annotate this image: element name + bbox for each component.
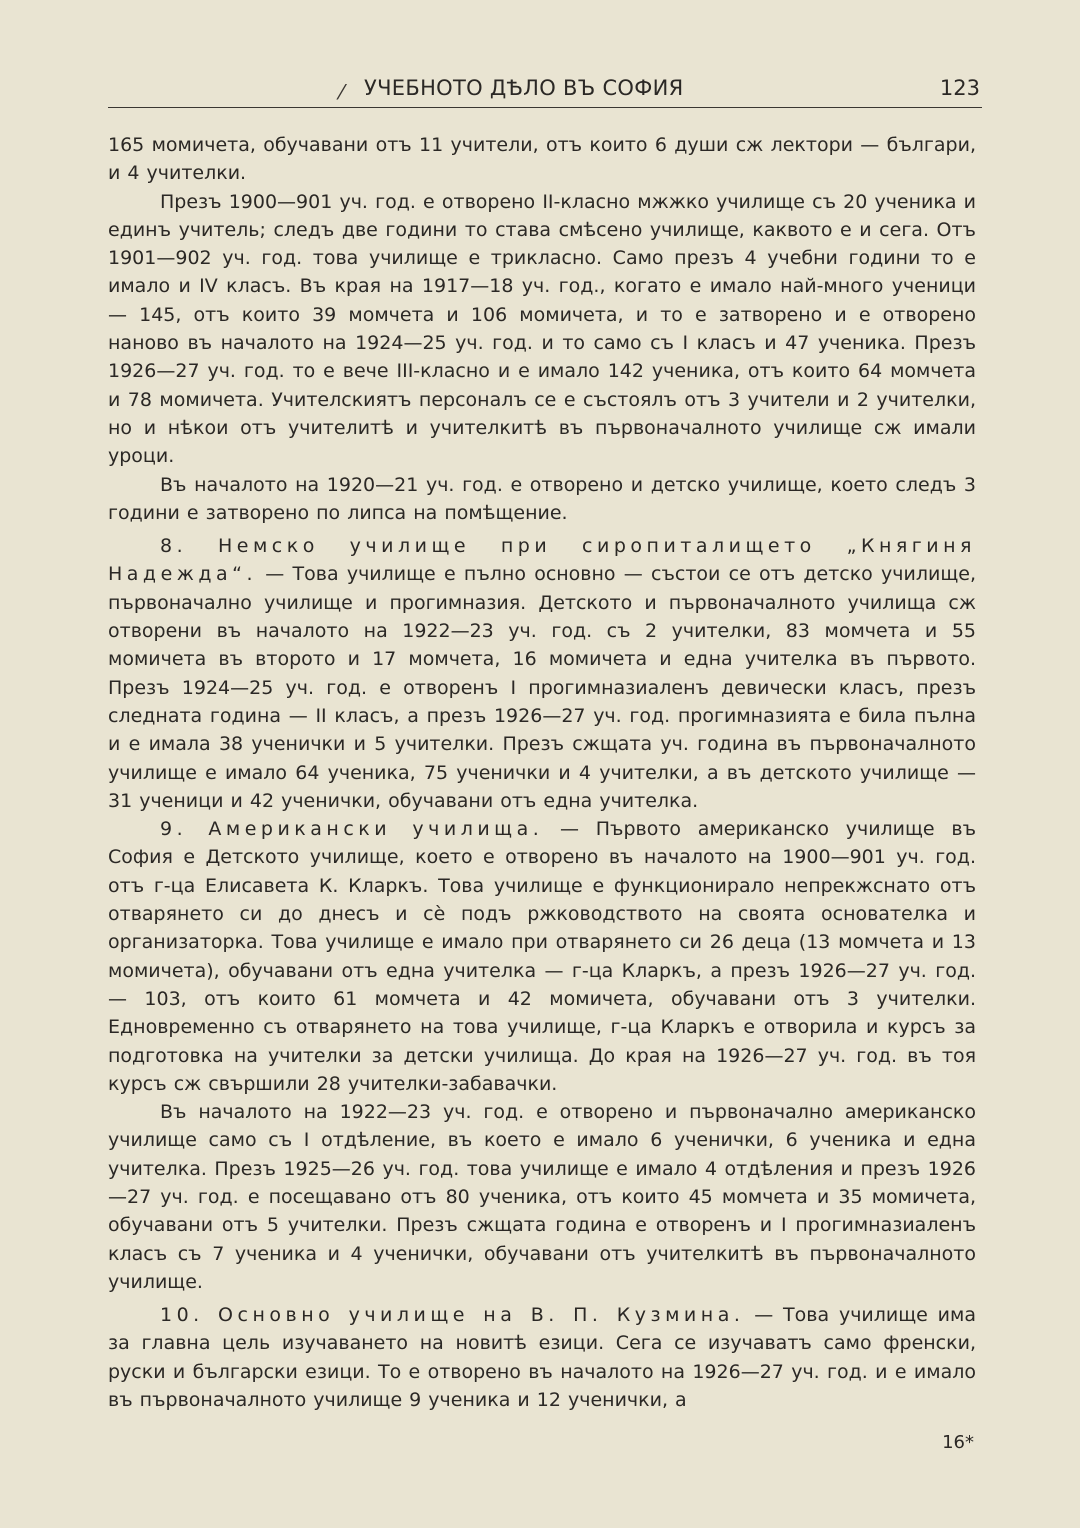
running-title: УЧЕБНОТО ДѢЛО ВЪ СОФИЯ: [364, 76, 684, 100]
paragraph-text: — Това училище е пълно основно — състои се отъ детско училище, първоначално училище и прогимназия. Детското и първоначалното училища сж отворени въ началото на 1922—23 уч. год. съ 2 учителки, 83 момчета и 55 момичета въ второто и 17 момчета, 16 момичета и една учителка въ първото. Презъ 1924—25 уч. год. е отворенъ I прогимназиаленъ девически класъ, презъ следната година — II класъ, а презъ 1926—27 уч. год. прогимназията е била пълна и е имала 38 ученички и 5 учителки. Презъ сжщата уч. година въ първоначалното училище е имало 64 ученика, 75 ученички и 4 учителки, а въ детското училище — 31 ученици и 42 ученички, обучавани отъ една учителка.: [108, 563, 976, 812]
paragraph-continuation: [108, 131, 976, 188]
header-mark: ⁄: [340, 80, 344, 104]
section-9-american-schools: [108, 815, 976, 1098]
signature-mark: 16*: [942, 1432, 974, 1453]
section-10-kuzmina-school: [108, 1301, 976, 1414]
section-8-german-school: [108, 532, 976, 815]
page-number: 123: [939, 76, 980, 100]
paragraph-text: 165 момичета, обучавани отъ 11 учители, отъ които 6 души сж лектори — българи, и 4 учителки.: [108, 134, 976, 185]
running-header: [108, 70, 982, 106]
header-rule: [108, 107, 982, 108]
section-heading: 9. Американски училища.: [160, 818, 544, 841]
paragraph-kindergarten: [108, 471, 976, 528]
paragraph-text: — Това училище има за главна цель изучаването на новитѣ езици. Сега се изучаватъ само френски, руски и български езици. То е отворено въ началото на 1926—27 уч. год. и е имало въ първоначалното училище 9 ученика и 12 ученички, а: [108, 1304, 977, 1412]
section-heading: 10. Основно училище на В. П. Кузмина.: [160, 1304, 745, 1327]
page-body: [108, 131, 976, 1414]
paragraph-school-7: [108, 188, 976, 471]
paragraph-text: — Първото американско училище въ София е Детското училище, което е отворено въ началото на 1900—901 уч. год. отъ г-ца Елисавета К. Кларкъ. Това училище е функционирало непрекжснато отъ отварянето си до днесъ и сѐ подъ ржководството на своята основателка и организаторка. Това училище е имало при отварянето си 26 деца (13 момчета и 13 момичета), обучавани отъ една учителка — г-ца Кларкъ, а презъ 1926—27 уч. год. — 103, отъ които 61 момчета и 42 момичета, обучавани отъ 3 учителки. Едновременно съ отварянето на това училище, г-ца Кларкъ е отворила и курсъ за подготовка на учителки за детски училища. До края на 1926—27 уч. год. въ тоя курсъ сж свършили 28 учителки-забавачки.: [108, 818, 976, 1095]
section-heading: 8. Немско училище при сиропиталището „Княгиня Надежда“.: [108, 535, 976, 586]
paragraph-text: Въ началото на 1922—23 уч. год. е отворено и първоначално американско училище само съ I отдѣление, въ което е имало 6 ученички, 6 ученика и една учителка. Презъ 1925—26 уч. год. това училище е имало 4 отдѣления и презъ 1926—27 уч. год. е посещавано отъ 80 ученика, отъ които 45 момчета и 35 момичета, обучавани отъ 5 учителки. Презъ сжщата година е отворенъ и I прогимназиаленъ класъ съ 7 ученика и 4 ученички, обучавани отъ учителкитѣ въ първоначалното училище.: [108, 1101, 976, 1293]
paragraph-text: Презъ 1900—901 уч. год. е отворено II-класно мжжко училище съ 20 ученика и единъ учитель; следъ две години то става смѣсено училище, каквото е и сега. Отъ 1901—902 уч. год. това училище е трикласно. Само презъ 4 учебни години то е имало и IV класъ. Въ края на 1917—18 уч. год., когато е имало най-много ученици — 145, отъ които 39 момчета и 106 момичета, и то е затворено и е отворено наново въ началото на 1924—25 уч. год. и то само съ I класъ и 47 ученика. Презъ 1926—27 уч. год. то е вече III-класно и е имало 142 ученика, отъ които 64 момчета и 78 момичета. Учителскиятъ персоналъ се е състоялъ отъ 3 учители и 2 учителки, но и нѣкои отъ учителитѣ и учителкитѣ въ първоначалното училище сж имали уроци.: [108, 190, 976, 468]
paragraph-text: Въ началото на 1920—21 уч. год. е отворено и детско училище, което следъ 3 години е затворено по липса на помѣщение.: [108, 473, 976, 524]
paragraph-american-primary: [108, 1098, 976, 1296]
